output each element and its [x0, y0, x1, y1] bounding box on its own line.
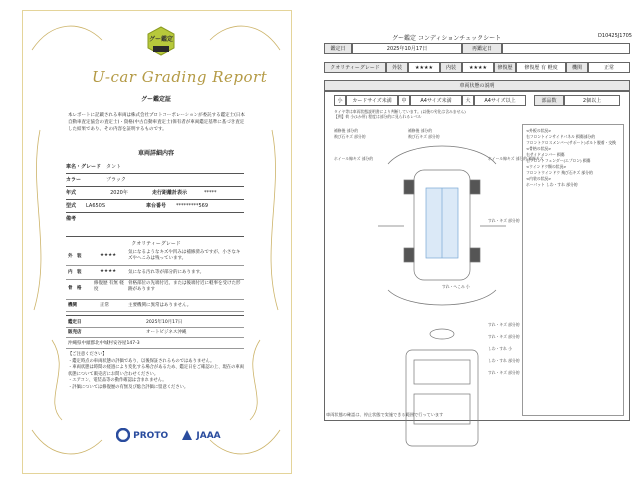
- grade-exterior: 外 装 ★★★★ 気になるようなキズや凹みは補修済みですが、小さなキズやへこみは残っています。: [66, 249, 244, 266]
- row-year: 年式 2020年 走行距離計表示 *****: [66, 186, 244, 200]
- note-rear-1: すれ・キズ 部分的: [488, 322, 520, 327]
- date-label: 鑑定日: [324, 43, 352, 54]
- grade-interior: 内 装 ★★★★ 気になる汚れ等が部分的にあります。: [66, 265, 244, 280]
- grade-engine: 機関 正常 主要機関に異常はありません。: [66, 299, 244, 312]
- vehicle-status-title: 車両状態の説明: [324, 80, 630, 91]
- engine-value: 正常: [588, 62, 630, 73]
- interior-stars: ★★★★: [462, 62, 494, 73]
- badge-label: グー鑑定: [148, 36, 173, 43]
- quality-grade-title: クオリティーグレード: [131, 241, 181, 247]
- note-interior-2: しわ・すれ 部分的: [488, 358, 520, 363]
- note-front-right-1: 補修後 部分的: [408, 128, 432, 133]
- reinspection-label: 再鑑定日: [462, 43, 502, 54]
- footer-note: 車両状態の確認は、停止状態で実施できる範囲で行っています: [326, 412, 444, 417]
- report-heading: U-car Grading Report: [92, 68, 268, 86]
- notes-block: 【ご注意ください】 ・鑑定時点の車両状態の評価であり、以後保証されるものではありません。 ・車両状態は時間の経過により変化する場合があるため、鑑定日をご確認の上、現在の車両状態について販売店にお問い合わせください。 ・エアコン、電装品等の動作確認は含まれません。 ・評価については修復歴の有無及び総合評価に留意ください。: [68, 352, 244, 390]
- note-interior-1: しわ・すれ 小: [488, 346, 512, 351]
- intro-text: 本レポートに記載される車両は株式会社プロトコーポレーションが委託する鑑定士(日本自動車査定協会の査定士)・資格(中古自動車査定士)保有者が車両鑑定基準に基づき査定した結果であり、その内容を証明するものです。: [68, 113, 245, 132]
- size-large-desc: A4サイズ以上: [474, 95, 526, 106]
- appraisal-date-row: 鑑定日 2025年10月17日: [66, 315, 244, 328]
- note-front-right-2: 飛び石キズ 部分的: [408, 134, 440, 139]
- quality-label: クオリティーグレード: [324, 62, 386, 73]
- goo-appraisal-badge: [146, 26, 176, 56]
- repair-value: 修復歴 有 軽度: [516, 62, 566, 73]
- row-remarks: 備考: [66, 212, 244, 237]
- dealer-address-row: 沖縄県中頭郡北中城村安谷屋147-3: [66, 337, 244, 349]
- row-model: 型式 LA650S 車台番号 *********569: [66, 199, 244, 213]
- note-bumper: すれ・へこみ 小: [442, 284, 470, 289]
- parts-label: 部品数: [534, 95, 564, 106]
- row-car-name: 車名・グレード タント: [66, 160, 244, 174]
- proto-logo: PROTO: [116, 431, 171, 441]
- exterior-label: 外装: [386, 62, 408, 73]
- jaaa-logo: JAAA: [181, 431, 220, 441]
- section-title: 車両詳細内容: [137, 150, 174, 157]
- size-small: 小: [334, 95, 346, 106]
- note-front-left-1: 補修後 部分的: [334, 128, 358, 133]
- certificate-subtitle: グー鑑定証: [140, 96, 171, 103]
- reinspection-value: [502, 43, 630, 54]
- parts-value: 2個以上: [564, 95, 620, 106]
- dealer-row: 販売店 オートビジネス沖縄: [66, 326, 244, 338]
- note-rear-2: すれ・キズ 部分的: [488, 334, 520, 339]
- size-large: 大: [462, 95, 474, 106]
- size-medium-desc: A4サイズ未満: [410, 95, 462, 106]
- document-id: D10425J1705: [598, 33, 632, 39]
- note-front-left-2: 飛び石キズ 部分的: [334, 134, 366, 139]
- condition-notes: <外板の状況> 右フロントインサイドパネル 損傷部分的 フロントクロスメンバー(サポート)ボルト脱着・交換 <骨格の状況> 右サイドメンバー 損傷 右フロントフェンダー(エプロン) 損傷 <ウインドウ類の状況> フロントウインドウ 飛び石キズ 部分的 <内装の状況> ホーパット しわ・すれ 部分的: [526, 128, 616, 187]
- row-color: カラー ブラック: [66, 173, 244, 187]
- engine-label: 機関: [566, 62, 588, 73]
- date-value: 2025年10月17日: [352, 43, 462, 54]
- note-wheel-left: ホイール線キズ 部分的: [334, 156, 374, 161]
- size-small-desc: カードサイズ未満: [346, 95, 398, 106]
- note-wheel-right: ホイール線キズ 部分的 補修キズ: [488, 156, 544, 161]
- grade-frame: 骨 格 修復歴 有無 軽度 骨格部位の先端付近、または後端付近に軽事を受けた形跡があります: [66, 279, 244, 300]
- repair-label: 修復歴: [494, 62, 516, 73]
- exterior-stars: ★★★★: [408, 62, 440, 73]
- logo-row: [116, 428, 221, 442]
- note-interior-3: すれ・キズ 部分的: [488, 370, 520, 375]
- interior-label: 内装: [440, 62, 462, 73]
- grading-certificate: [0, 0, 312, 480]
- condition-check-sheet: [312, 0, 640, 480]
- note-right-side: すれ・キズ 部分的: [488, 218, 520, 223]
- legend-note: タイヤ等は車両状態説明書により判断しています。(以後の劣化は含みません) 【例】荷 小(1か所) 程度は部分的に見られるレベル: [334, 109, 466, 119]
- size-medium: 中: [398, 95, 410, 106]
- sheet-title: グー鑑定 コンディションチェックシート: [392, 35, 502, 42]
